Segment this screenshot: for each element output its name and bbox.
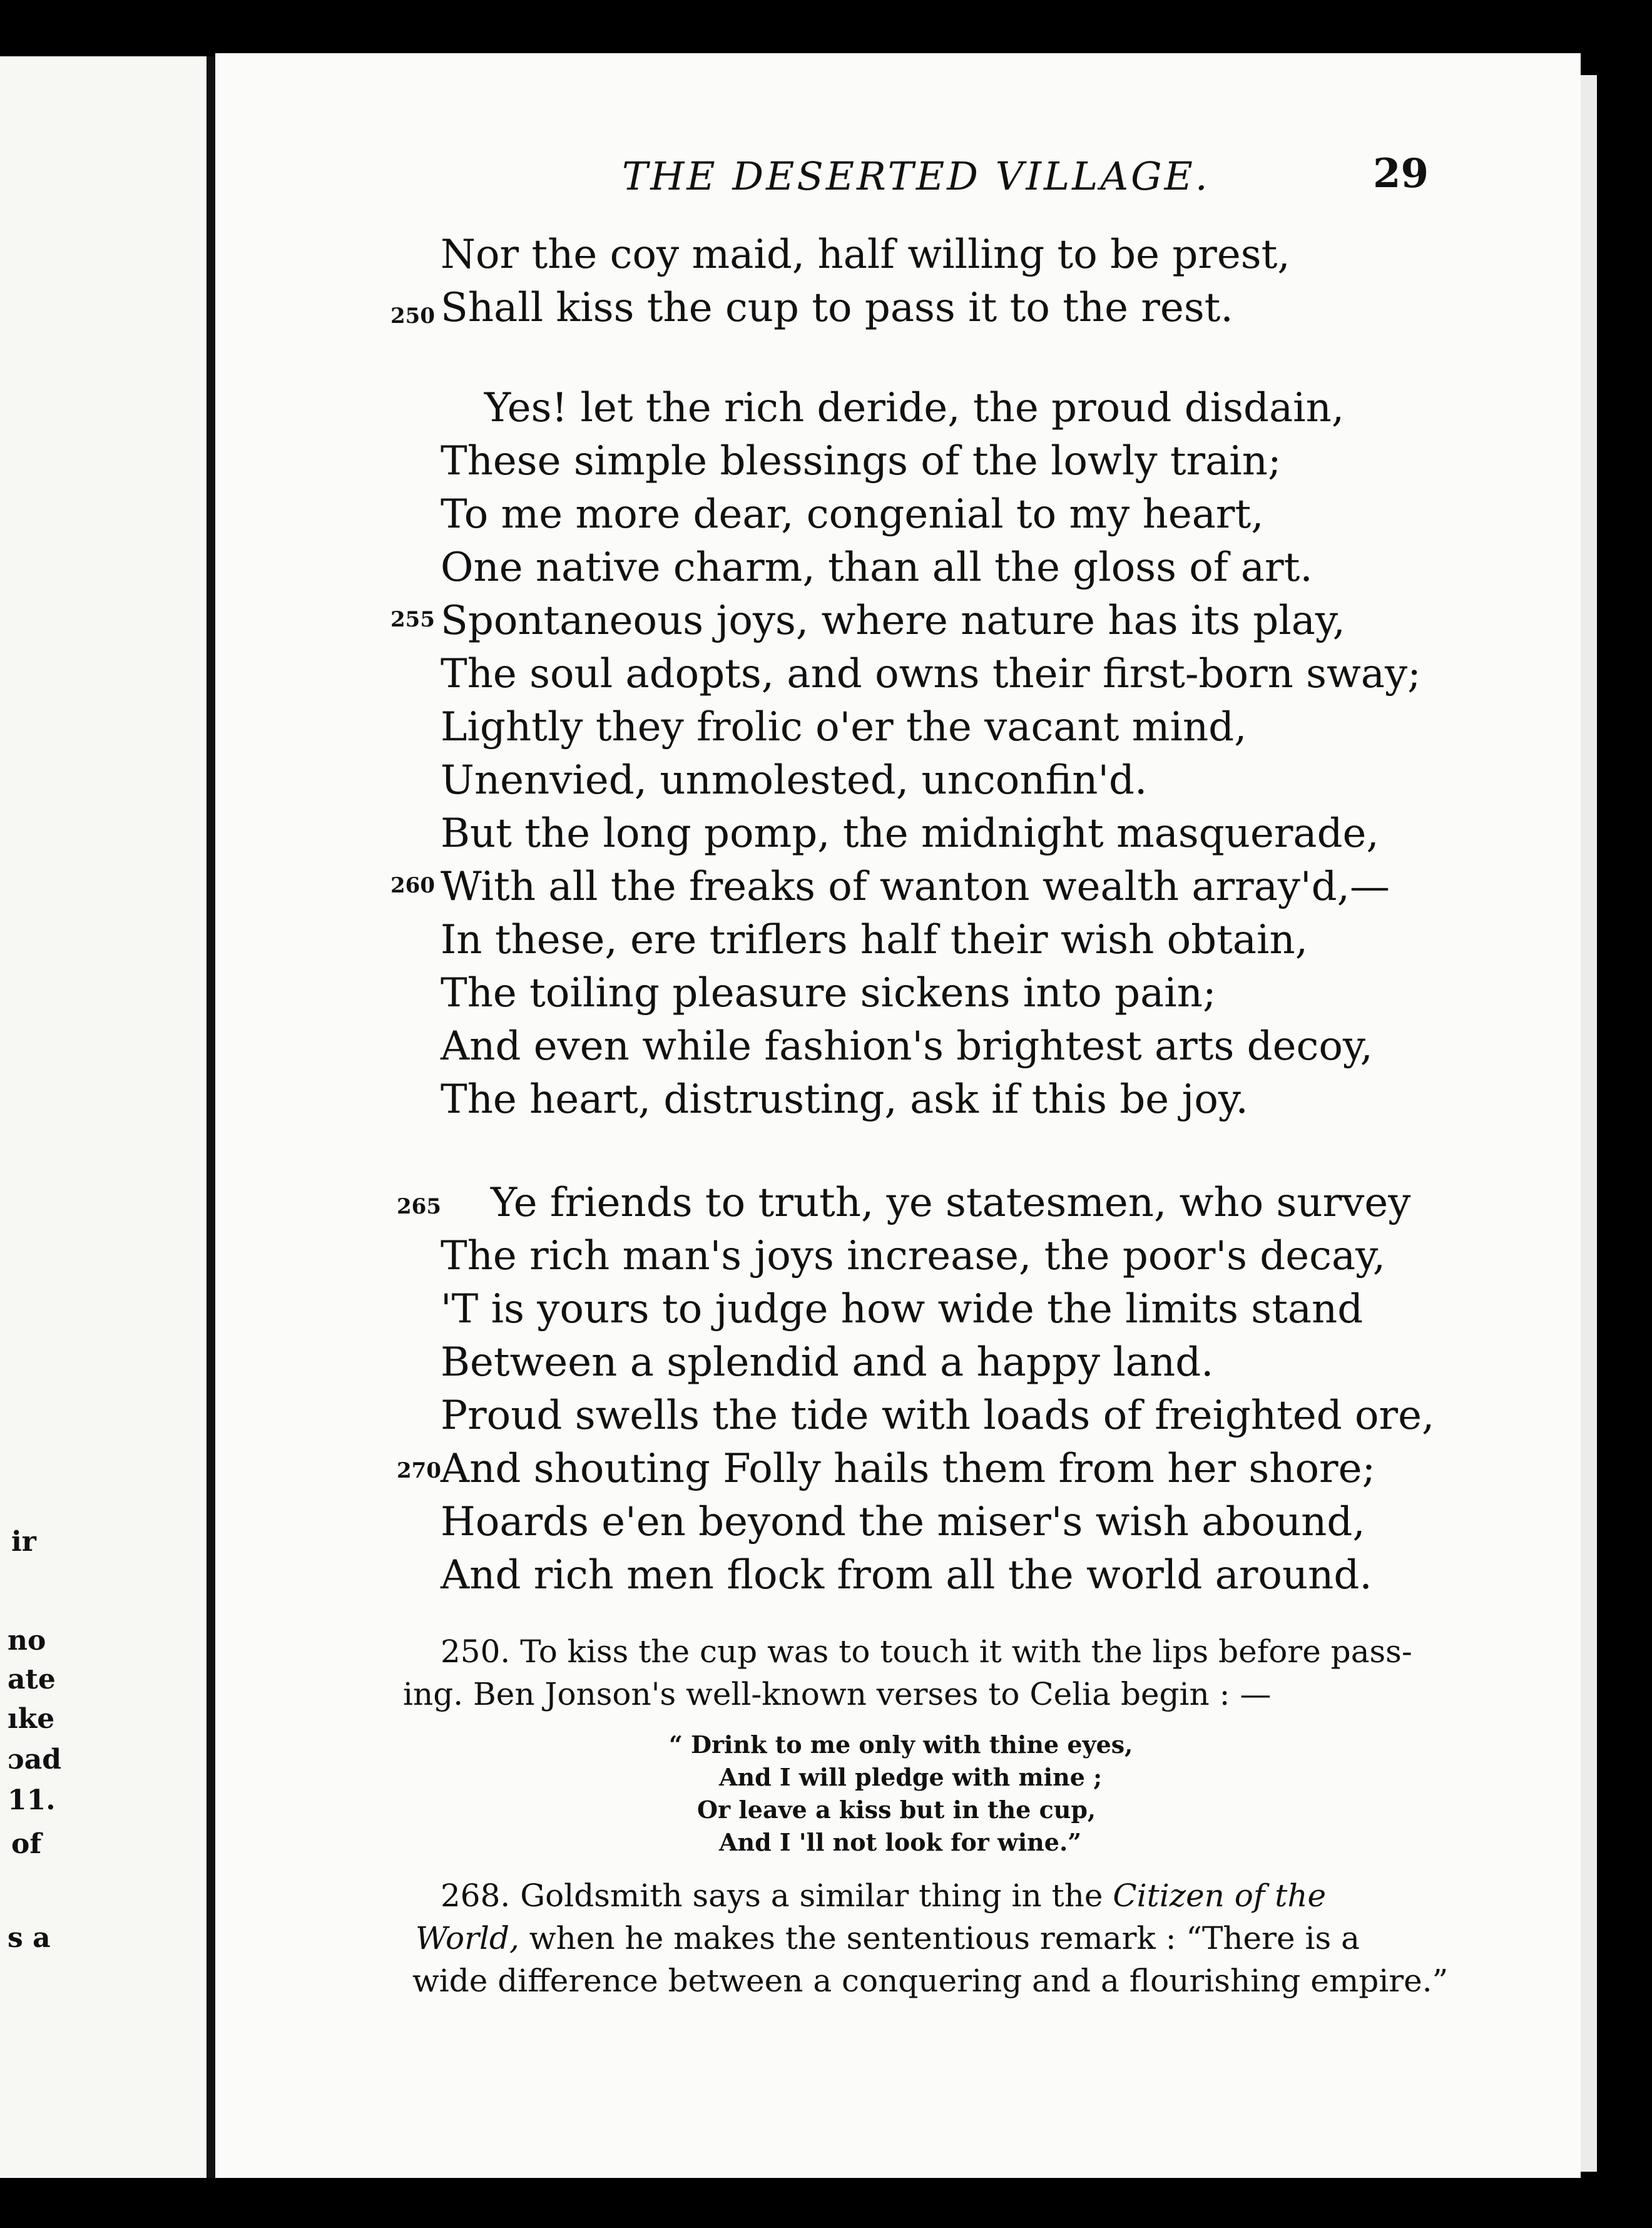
footnote-line [441,1878,1326,1914]
verse-line: Between a splendid and a happy land. [441,1339,1214,1386]
left-page-fragment: ɔad [8,1744,62,1776]
verse-line: To me more dear, congenial to my heart, [441,491,1264,538]
verse-line: And shouting Folly hails them from her shore; [441,1446,1375,1492]
quote-line: And I 'll not look for wine.” [719,1828,1082,1856]
verse-line: The toiling pleasure sickens into pain; [441,970,1216,1016]
line-number: 250 [390,304,435,329]
verse-line: And even while fashion's brightest arts decoy, [441,1023,1373,1070]
quote-line: “ Drink to me only with thine eyes, [669,1730,1133,1759]
verse-line: The rich man's joys increase, the poor's decay, [441,1233,1386,1279]
verse-line: Nor the coy maid, half willing to be prest, [441,232,1290,278]
verse-line: Ye friends to truth, ye statesmen, who survey [491,1180,1411,1226]
right-page [215,53,1581,2178]
verse-line: Shall kiss the cup to pass it to the rest. [441,285,1233,331]
footnote-italic-text: Citizen of the [1113,1878,1327,1914]
verse-line: The heart, distrusting, ask if this be joy. [441,1076,1248,1123]
line-number: 270 [397,1458,441,1483]
verse-line: Spontaneous joys, where nature has its play, [441,598,1345,644]
verse-line: Proud swells the tide with loads of freighted ore, [441,1392,1435,1439]
line-number: 265 [397,1194,441,1219]
quote-line: Or leave a kiss but in the cup, [697,1796,1096,1824]
footnote-text: 268. Goldsmith says a similar thing in the [441,1878,1113,1914]
left-page-fragment: no [8,1625,46,1657]
quote-line: And I will pledge with mine ; [719,1763,1103,1791]
verse-line: With all the freaks of wanton wealth array'd,— [441,864,1390,910]
footnote-italic-text: World, [416,1920,519,1956]
verse-line: One native charm, than all the gloss of art. [441,544,1313,591]
verse-line: But the long pomp, the midnight masquerade, [441,810,1379,857]
left-page [0,56,206,2178]
footnote-line [416,1920,1360,1956]
verse-line: 'T is yours to judge how wide the limits stand [441,1286,1364,1332]
left-page-fragment: ir [11,1526,36,1558]
left-page-fragment: ıke [8,1703,55,1735]
left-page-fragment: s a [8,1922,51,1954]
verse-line: These simple blessings of the lowly train; [441,438,1282,484]
verse-line: And rich men flock from all the world around. [441,1552,1372,1598]
verse-line: Unenvied, unmolested, unconfin'd. [441,757,1148,804]
verse-line: The soul adopts, and owns their first-born sway; [441,651,1421,697]
verse-line: Lightly they frolic o'er the vacant mind, [441,704,1247,750]
verse-line: Hoards e'en beyond the miser's wish abound, [441,1499,1365,1545]
page-edge [1581,75,1597,2172]
left-page-fragment: 11. [8,1784,56,1816]
footnote-line: wide difference between a conquering and a flourishing empire.” [412,1963,1449,1999]
line-number: 255 [390,607,435,632]
footnote-line: 250. To kiss the cup was to touch it with the lips before pass- [441,1633,1412,1670]
page-number: 29 [1373,150,1429,197]
footnote-text: when he makes the sententious remark : “There is a [519,1920,1360,1956]
line-number: 260 [390,873,435,898]
left-page-fragment: ate [8,1663,56,1695]
left-page-fragment: of [11,1828,42,1860]
verse-line: Yes! let the rich deride, the proud disdain, [484,385,1345,431]
book-spine [206,56,215,2178]
verse-line: In these, ere triflers half their wish obtain, [441,917,1308,963]
running-header-title: THE DESERTED VILLAGE. [622,153,1210,199]
footnote-line: ing. Ben Jonson's well-known verses to Celia begin : — [403,1676,1272,1712]
